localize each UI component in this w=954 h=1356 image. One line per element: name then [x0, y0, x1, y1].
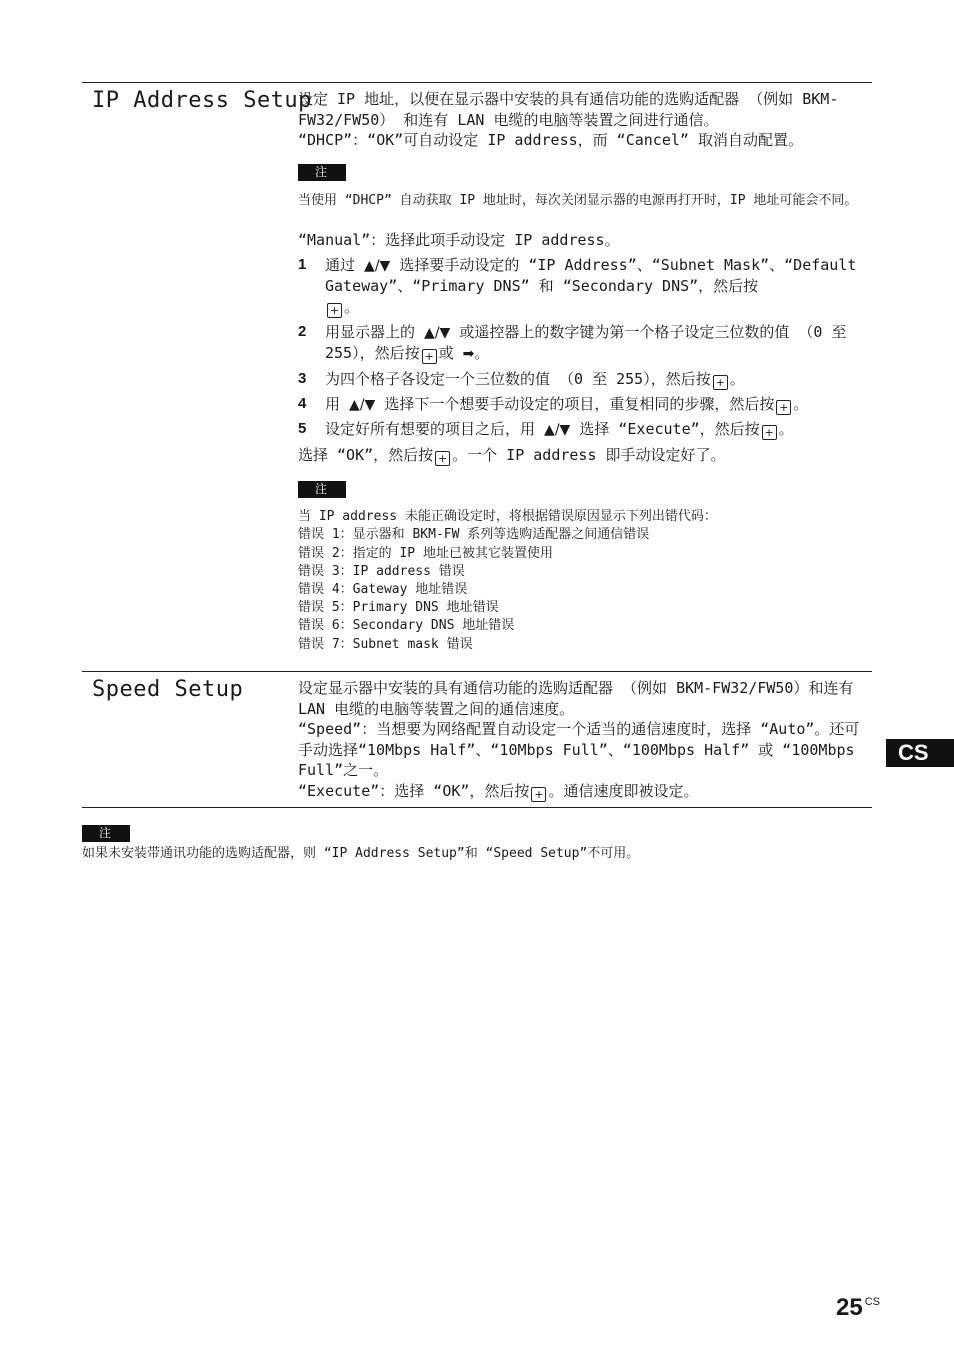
error-note-line: 错误 7：Subnet mask 错误 [298, 636, 473, 652]
manual-line: “Manual”：选择此项手动设定 IP address。 [298, 231, 620, 250]
top-rule [82, 82, 872, 83]
step-number: 5 [298, 420, 307, 438]
step-text: 为四个格子各设定一个三位数的值 （0 至 255），然后按 [325, 369, 711, 388]
ok-line-text: 选择 “OK”，然后按 [298, 445, 434, 464]
step-text: 。 [778, 420, 794, 439]
bottom-rule [82, 807, 872, 808]
step-text: 用 [325, 394, 341, 413]
execute-line [298, 781, 872, 802]
ip-address-setup-heading: IP Address Setup [92, 88, 312, 113]
right-arrow-icon: ➡ [462, 346, 475, 363]
language-tab: CS [886, 739, 954, 767]
step-list [298, 255, 872, 441]
error-note-line: 当 IP address 未能正确设定时，将根据错误原因显示下列出错代码： [298, 509, 717, 525]
error-code-note [298, 508, 872, 654]
ok-line [298, 445, 872, 466]
enter-button-icon: + [435, 451, 450, 466]
step-3 [298, 369, 872, 390]
note-badge: 注 [298, 481, 346, 498]
enter-button-icon: + [327, 303, 342, 318]
error-note-line: 错误 2：指定的 IP 地址已被其它装置使用 [298, 545, 553, 561]
step-2 [298, 322, 872, 365]
dhcp-line: “DHCP”：“OK”可自动设定 IP address，而 “Cancel” 取消自动配置。 [298, 131, 803, 149]
ok-line-text: 。一个 IP address 即手动设定好了。 [452, 445, 726, 464]
step-number: 1 [298, 255, 307, 273]
step-text: 或 [438, 344, 454, 363]
enter-button-icon: + [713, 375, 728, 390]
speed-intro: 设定显示器中安装的具有通信功能的选购适配器 （例如 BKM-FW32/FW50）和连有 LAN 电缆的电脑等装置之间的通信速度。 [298, 679, 854, 718]
step-text: 用显示器上的 [325, 322, 416, 341]
page-number [836, 1294, 880, 1322]
ip-address-setup-body [298, 89, 872, 654]
enter-button-icon: + [531, 787, 546, 802]
step-5 [298, 419, 872, 441]
footer-note-text: 如果未安装带通讯功能的选购适配器，则 “IP Address Setup”和 “Speed Setup”不可用。 [82, 846, 640, 861]
error-note-line: 错误 3：IP address 错误 [298, 563, 465, 579]
note-badge: 注 [82, 825, 130, 842]
section-divider [82, 671, 872, 672]
step-text: 设定好所有想要的项目之后，用 [325, 420, 536, 439]
execute-text: “Execute”：选择 “OK”，然后按 [298, 781, 530, 800]
page-number-value: 25 [836, 1294, 863, 1321]
step-number: 2 [298, 322, 307, 340]
execute-text: 。通信速度即被设定。 [548, 781, 699, 800]
error-note-line: 错误 1：显示器和 BKM-FW 系列等选购适配器之间通信错误 [298, 527, 650, 543]
dhcp-note: 当使用 “DHCP” 自动获取 IP 地址时，每次关闭显示器的电源再打开时，IP 地址可能会不同。 [298, 193, 858, 208]
step-text: 或遥控器上的数字键为第一个格子设定三位数的值 （0 至 255），然后按 [325, 322, 847, 363]
error-note-line: 错误 4：Gateway 地址错误 [298, 582, 468, 598]
step-number: 4 [298, 394, 307, 412]
ip-intro: 设定 IP 地址，以便在显示器中安装的具有通信功能的选购适配器 （例如 BKM-FW32/FW50） 和连有 LAN 电缆的电脑等装置之间进行通信。 [298, 90, 839, 129]
step-1 [298, 255, 872, 318]
step-text: 。 [729, 369, 745, 388]
step-text: 选择要手动设定的 “IP Address”、“Subnet Mask”、“Default Gateway”、“Primary DNS” 和 “Secondary DNS”，然后按 [325, 255, 857, 296]
step-text: 选择下一个想要手动设定的项目，重复相同的步骤，然后按 [384, 394, 775, 413]
speed-setup-heading: Speed Setup [92, 677, 244, 702]
step-text: 。 [474, 344, 490, 363]
up-down-arrow-icon: ▲/▼ [364, 257, 391, 274]
up-down-arrow-icon: ▲/▼ [349, 396, 376, 413]
enter-button-icon: + [422, 349, 437, 364]
step-text: 。 [793, 394, 809, 413]
footer-note-badge-wrap [82, 822, 130, 842]
speed-setup-body [298, 678, 872, 802]
speed-line: “Speed”：当想要为网络配置自动设定一个适当的通信速度时，选择 “Auto”。还可手动选择“10Mbps Half”、“10Mbps Full”、“100Mbps Half” 或 “100Mbps Full”之一。 [298, 720, 860, 779]
up-down-arrow-icon: ▲/▼ [424, 324, 451, 341]
error-note-line: 错误 6：Secondary DNS 地址错误 [298, 618, 515, 634]
note-badge: 注 [298, 164, 346, 181]
page-number-suffix: CS [864, 1296, 880, 1308]
step-text: 通过 [325, 255, 356, 274]
up-down-arrow-icon: ▲/▼ [544, 422, 571, 439]
enter-button-icon: + [762, 425, 777, 440]
step-number: 3 [298, 369, 307, 387]
error-note-line: 错误 5：Primary DNS 地址错误 [298, 600, 499, 616]
step-text: 选择 “Execute”，然后按 [579, 420, 760, 439]
step-text: 。 [344, 297, 360, 316]
enter-button-icon: + [776, 400, 791, 415]
step-4 [298, 394, 872, 416]
